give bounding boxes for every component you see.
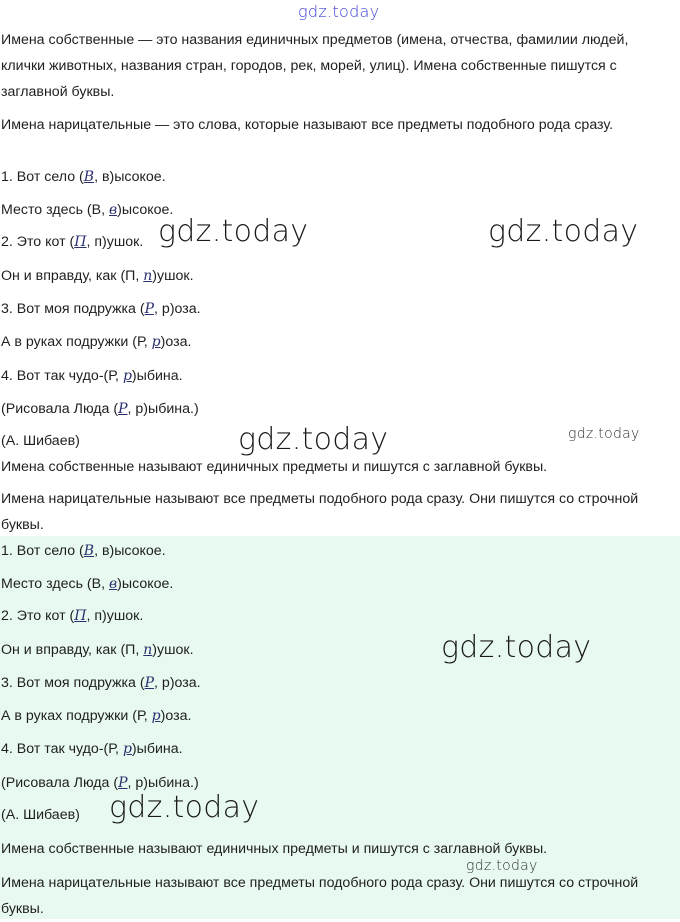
selected-letter: Р bbox=[118, 775, 128, 791]
watermark: gdz.today bbox=[568, 426, 640, 442]
selected-letter: П bbox=[74, 608, 87, 624]
poem-line-4: Он и вправду, как (П, п)ушок. bbox=[1, 268, 194, 284]
poem-line-8: (Рисовала Люда (Р, р)ыбина.) bbox=[1, 401, 199, 417]
poem-line-5: 3. Вот моя подружка (Р, р)оза. bbox=[1, 301, 201, 317]
conclusion-common-nouns-repeat: Имена нарицательные называют все предметы подобного рода сразу. Они пишутся со строчной буквы. bbox=[1, 875, 639, 917]
watermark: gdz.today bbox=[109, 790, 260, 825]
watermark: gdz.today bbox=[158, 214, 309, 249]
conclusion-common-nouns: Имена нарицательные называют все предметы подобного рода сразу. Они пишутся со строчной буквы. bbox=[1, 491, 639, 533]
definition-proper-nouns: Имена собственные — это названия единичных предметов (имена, отчества, фамилии людей, клички животных, названия стран, городов, рек, морей, улиц). Имена собственные пишутся с заглавной буквы. bbox=[1, 32, 629, 100]
selected-letter: Р bbox=[144, 301, 155, 317]
poem-line-7: 4. Вот так чудо-(Р, р)ыбина. bbox=[1, 368, 183, 384]
selected-letter: Р bbox=[144, 675, 155, 691]
poem-line-4-repeat: Он и вправду, как (П, п)ушок. bbox=[1, 642, 194, 658]
selected-letter: п bbox=[143, 268, 153, 284]
conclusion-proper-nouns-repeat: Имена собственные называют единичных предметы и пишутся с заглавной буквы. bbox=[1, 841, 548, 857]
selected-letter: р bbox=[122, 741, 132, 757]
conclusion-proper-nouns: Имена собственные называют единичных предметы и пишутся с заглавной буквы. bbox=[1, 459, 548, 475]
selected-letter: В bbox=[83, 169, 95, 185]
poem-line-2-repeat: Место здесь (В, в)ысокое. bbox=[1, 576, 174, 592]
selected-letter: р bbox=[151, 708, 161, 724]
selected-letter: В bbox=[83, 543, 95, 559]
watermark: gdz.today bbox=[466, 858, 538, 874]
selected-letter: р bbox=[122, 368, 132, 384]
selected-letter: р bbox=[151, 334, 161, 350]
poem-line-1: 1. Вот село (В, в)ысокое. bbox=[1, 169, 166, 185]
poem-author-repeat: (А. Шибаев) bbox=[1, 807, 80, 823]
definition-common-nouns: Имена нарицательные — это слова, которые называют все предметы подобного рода сразу. bbox=[1, 117, 614, 133]
poem-line-3-repeat: 2. Это кот (П, п)ушок. bbox=[1, 608, 144, 624]
poem-line-8-repeat: (Рисовала Люда (Р, р)ыбина.) bbox=[1, 775, 199, 791]
poem-author: (А. Шибаев) bbox=[1, 433, 80, 449]
poem-line-3: 2. Это кот (П, п)ушок. bbox=[1, 234, 144, 250]
poem-line-1-repeat: 1. Вот село (В, в)ысокое. bbox=[1, 543, 166, 559]
watermark: gdz.today bbox=[238, 422, 389, 457]
poem-line-5-repeat: 3. Вот моя подружка (Р, р)оза. bbox=[1, 675, 201, 691]
selected-letter: в bbox=[109, 202, 118, 218]
selected-letter: П bbox=[74, 234, 87, 250]
watermark-top: gdz.today bbox=[298, 2, 380, 21]
selected-letter: Р bbox=[118, 401, 128, 417]
watermark: gdz.today bbox=[488, 214, 639, 249]
watermark: gdz.today bbox=[441, 630, 592, 665]
selected-letter: п bbox=[143, 642, 153, 658]
selected-letter: в bbox=[109, 576, 118, 592]
poem-line-6-repeat: А в руках подружки (Р, р)оза. bbox=[1, 708, 192, 724]
poem-line-6: А в руках подружки (Р, р)оза. bbox=[1, 334, 192, 350]
poem-line-2: Место здесь (В, в)ысокое. bbox=[1, 202, 174, 218]
poem-line-7-repeat: 4. Вот так чудо-(Р, р)ыбина. bbox=[1, 741, 183, 757]
